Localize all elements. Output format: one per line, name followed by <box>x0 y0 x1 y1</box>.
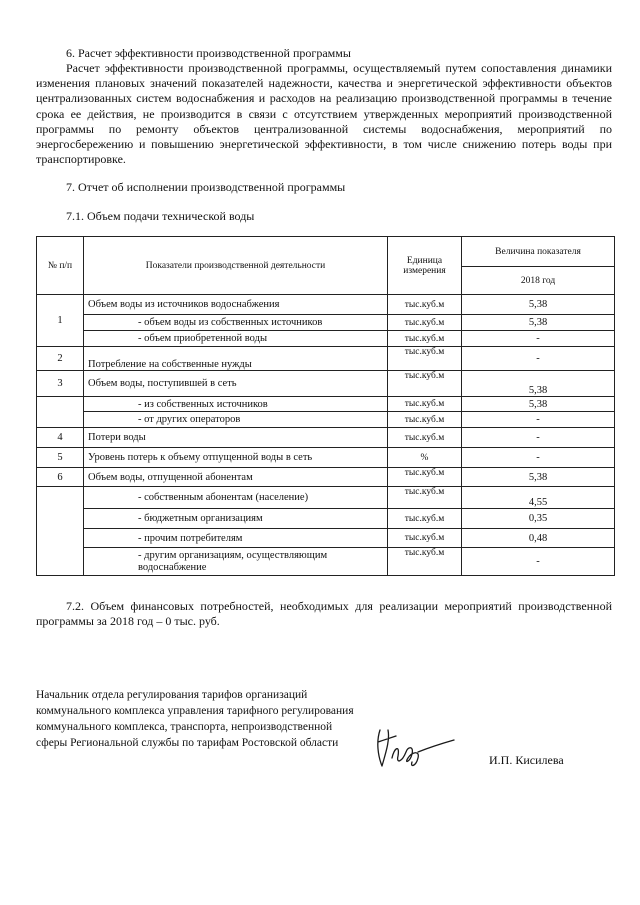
signer-position: Начальник отдела регулирования тарифов организаций коммунального комплекса управления тарифного регулирования коммунального комплекса, транспорта, непроизводственной сферы Региональной службы по тарифам Ростовской области <box>36 689 354 749</box>
row-num: 3 <box>37 371 84 397</box>
section-6-paragraph <box>36 61 612 167</box>
row-unit: тыс.куб.м <box>388 468 462 487</box>
row-unit: тыс.куб.м <box>388 331 462 347</box>
row-unit: тыс.куб.м <box>388 487 462 509</box>
row-name: Объем воды, поступившей в сеть <box>84 371 388 397</box>
row-name: - бюджетным организациям <box>84 509 388 529</box>
row-name: - объем приобретенной воды <box>84 331 388 347</box>
water-supply-table <box>36 236 615 576</box>
table-row <box>37 468 615 487</box>
table-row <box>37 371 615 397</box>
row-unit: тыс.куб.м <box>388 397 462 412</box>
row-name: Объем воды из источников водоснабжения <box>84 295 388 315</box>
row-num: 4 <box>37 428 84 448</box>
row-name: Объем воды, отпущенной абонентам <box>84 468 388 487</box>
row-value: 5,38 <box>462 371 615 397</box>
row-value: 4,55 <box>462 487 615 509</box>
table-row <box>37 548 615 576</box>
table-row <box>37 397 615 412</box>
signature-icon <box>368 722 458 772</box>
row-value: - <box>462 448 615 468</box>
row-value: - <box>462 548 615 576</box>
row-value: - <box>462 428 615 448</box>
header-num: № п/п <box>37 237 84 295</box>
row-unit: тыс.куб.м <box>388 315 462 331</box>
row-unit: тыс.куб.м <box>388 295 462 315</box>
row-name: - из собственных источников <box>84 397 388 412</box>
table-row <box>37 487 615 509</box>
row-num <box>37 397 84 428</box>
row-value: 0,35 <box>462 509 615 529</box>
row-name: - прочим потребителям <box>84 529 388 548</box>
row-num: 1 <box>37 295 84 347</box>
table-row <box>37 412 615 428</box>
row-name: - собственным абонентам (население) <box>84 487 388 509</box>
signer-name: И.П. Кисилева <box>489 753 564 767</box>
row-unit: тыс.куб.м <box>388 371 462 397</box>
table-row <box>37 295 615 315</box>
section-7-2-paragraph <box>36 599 612 629</box>
row-unit: тыс.куб.м <box>388 428 462 448</box>
row-num: 6 <box>37 468 84 487</box>
row-name: - от других операторов <box>84 412 388 428</box>
section-6-text: Расчет эффективности производственной программы, осуществляемый путем сопоставления динамики изменения плановых значений показателей надежности, качества и энергетической эффективности объектов централизованных систем водоснабжения и расходов на реализацию производственной программы в течение срока ее действия, не производится в связи с отсутствием утвержденных мероприятий производственной программы по ремонту объектов централизованной системы водоснабжения, мероприятий по энергосбережению и повышению энергетической эффективности, в том числе снижению потерь воды при транспортировке. <box>36 61 612 167</box>
section-6-heading: 6. Расчет эффективности производственной программы <box>66 46 351 60</box>
row-value: 5,38 <box>462 295 615 315</box>
section-7-1-heading: 7.1. Объем подачи технической воды <box>66 209 255 223</box>
row-unit: тыс.куб.м <box>388 347 462 371</box>
header-indicator: Показатели производственной деятельности <box>84 237 388 295</box>
row-name: Потери воды <box>84 428 388 448</box>
row-value: - <box>462 331 615 347</box>
row-name: Потребление на собственные нужды <box>84 347 388 371</box>
table-row <box>37 448 615 468</box>
row-unit: тыс.куб.м <box>388 509 462 529</box>
row-value: 5,38 <box>462 468 615 487</box>
row-value: 5,38 <box>462 315 615 331</box>
row-num: 5 <box>37 448 84 468</box>
header-year: 2018 год <box>462 267 615 295</box>
row-num: 2 <box>37 347 84 371</box>
row-value: 5,38 <box>462 397 615 412</box>
row-unit: тыс.куб.м <box>388 548 462 576</box>
row-unit: тыс.куб.м <box>388 412 462 428</box>
row-value: - <box>462 347 615 371</box>
row-name: - объем воды из собственных источников <box>84 315 388 331</box>
table-row <box>37 509 615 529</box>
table-row <box>37 529 615 548</box>
row-value: 0,48 <box>462 529 615 548</box>
row-value: - <box>462 412 615 428</box>
section-7-heading: 7. Отчет об исполнении производственной программы <box>66 180 346 194</box>
table-row <box>37 347 615 371</box>
row-name: - другим организациям, осуществляющим водоснабжение <box>84 548 388 576</box>
row-num <box>37 487 84 576</box>
row-unit: тыс.куб.м <box>388 529 462 548</box>
header-unit: Единица измерения <box>388 237 462 295</box>
header-value: Величина показателя <box>462 237 615 267</box>
row-unit: % <box>388 448 462 468</box>
table-row <box>37 428 615 448</box>
table-row <box>37 331 615 347</box>
section-7-2-text: 7.2. Объем финансовых потребностей, необходимых для реализации мероприятий производственной программы за 2018 год – 0 тыс. руб. <box>36 599 612 629</box>
row-name: Уровень потерь к объему отпущенной воды в сеть <box>84 448 388 468</box>
table-row <box>37 315 615 331</box>
